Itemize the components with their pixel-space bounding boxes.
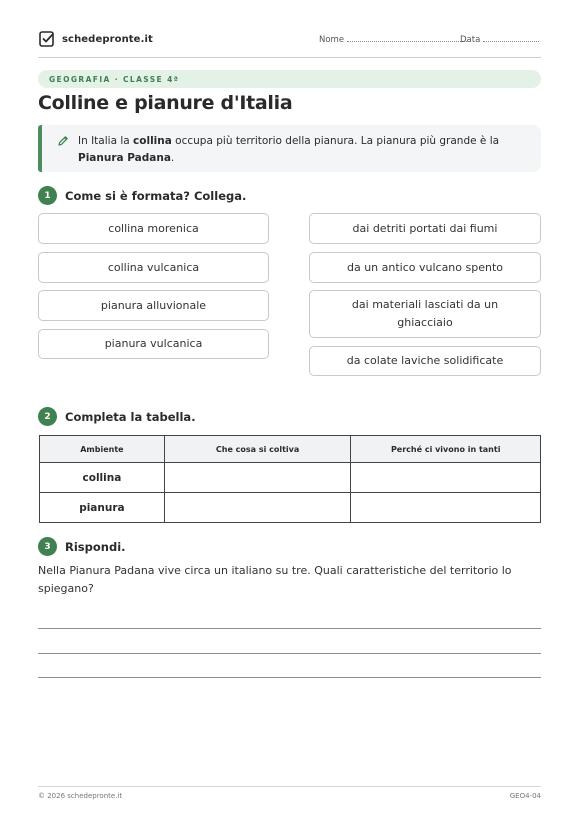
section-1-header	[38, 186, 246, 205]
match-left-item[interactable]: pianura alluvionale	[38, 290, 269, 321]
info-text-part: occupa più territorio della pianura. La pianura più grande è la	[171, 135, 500, 147]
table-blank-cell[interactable]	[351, 463, 541, 493]
match-left-item[interactable]: pianura vulcanica	[38, 329, 269, 359]
name-field[interactable]	[319, 34, 467, 45]
pencil-icon	[57, 135, 69, 147]
match-right-item[interactable]: da colate laviche solidificate	[309, 346, 541, 376]
table-header-cell: Che cosa si coltiva	[164, 436, 351, 463]
page-footer	[38, 786, 541, 800]
page-title: Colline e pianure d'Italia	[38, 92, 293, 114]
date-blank[interactable]	[483, 34, 539, 42]
info-text	[78, 133, 528, 167]
match-right-item[interactable]: da un antico vulcano spento	[309, 252, 541, 283]
table-blank-cell[interactable]	[351, 493, 541, 523]
section-label: Completa la tabella.	[65, 409, 196, 424]
section-label: Come si è formata? Collega.	[65, 188, 247, 203]
brand-name: schedepronte.it	[62, 33, 153, 45]
info-bold-pianura-padana: Pianura Padana	[78, 152, 171, 164]
brand-logo	[38, 30, 153, 48]
date-label: Data	[460, 35, 481, 45]
section-number: 1	[38, 186, 57, 205]
table-blank-cell[interactable]	[164, 493, 351, 523]
question-text: Nella Pianura Padana vive circa un italiano su tre. Quali caratteristiche del territorio lo spiegano?	[38, 564, 512, 595]
date-field[interactable]	[460, 34, 539, 45]
table-header-cell: Perché ci vivono in tanti	[351, 436, 541, 463]
info-text-part: In Italia la	[78, 135, 134, 147]
section-label: Rispondi.	[65, 539, 126, 554]
answer-line[interactable]	[38, 677, 541, 678]
page-header	[38, 30, 541, 58]
name-label: Nome	[319, 35, 345, 45]
info-box	[38, 125, 541, 172]
match-right-item[interactable]: dai detriti portati dai fiumi	[309, 213, 541, 244]
table-row	[40, 493, 541, 523]
check-document-icon	[38, 30, 56, 48]
info-bold-collina: collina	[133, 135, 172, 147]
table-header-cell: Ambiente	[40, 436, 165, 463]
section-number: 3	[38, 537, 57, 556]
table-header-row	[40, 436, 541, 463]
name-blank[interactable]	[347, 34, 467, 42]
subject-badge	[38, 70, 541, 88]
footer-code: GEO4-04	[509, 792, 541, 800]
info-text-part: .	[170, 152, 175, 164]
table-blank-cell[interactable]	[164, 463, 351, 493]
footer-copyright: © 2026 schedepronte.it	[38, 792, 123, 800]
match-left-item[interactable]: collina morenica	[38, 213, 269, 244]
section-3-header	[38, 537, 126, 556]
answer-line[interactable]	[38, 628, 541, 629]
fill-in-table	[39, 435, 541, 523]
table-row-label: collina	[40, 463, 165, 493]
match-right-item[interactable]: dai materiali lasciati da un ghiacciaio	[309, 290, 541, 338]
match-left-item[interactable]: collina vulcanica	[38, 252, 269, 283]
answer-line[interactable]	[38, 653, 541, 654]
table-row-label: pianura	[40, 493, 165, 523]
subject-badge-text: GEOGRAFIA · CLASSE 4ª	[49, 74, 180, 84]
table-row	[40, 463, 541, 493]
section-number: 2	[38, 407, 57, 426]
section-2-header	[38, 407, 196, 426]
